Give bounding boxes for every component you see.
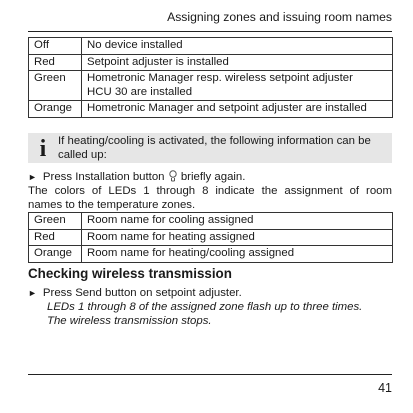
info-note-line: If heating/cooling is activated, the following information can be [58,135,371,147]
led-meaning-cell: Hometronic Manager and setpoint adjuster are installed [82,101,393,118]
led-meaning-cell: Setpoint adjuster is installed [82,54,393,71]
led-meaning-cell: Room name for heating assigned [82,229,393,246]
description-paragraph [28,184,392,212]
table-row [29,71,393,101]
section-heading: Checking wireless transmission [28,266,232,281]
header-rule [28,31,392,32]
table-row [29,38,393,55]
led-meaning-cell: No device installed [82,38,393,55]
table-row [29,213,393,230]
led-color-cell: Red [29,54,82,71]
step-text: Press Send button on setpoint adjuster. [42,287,242,299]
result-text [47,300,362,328]
table-row [29,54,393,71]
led-status-table [28,37,393,118]
page-number: 41 [378,381,392,395]
led-meaning-line: Hometronic Manager resp. wireless setpoint adjuster [87,72,353,84]
led-meaning-cell: Room name for heating/cooling assigned [82,246,393,263]
led-color-cell: Orange [29,246,82,263]
table-row [29,229,393,246]
info-note-text [58,133,371,162]
room-name-table [28,212,393,263]
running-header: Assigning zones and issuing room names [167,10,392,24]
led-meaning-cell: Room name for cooling assigned [82,213,393,230]
table-row [29,101,393,118]
footer-rule [28,374,392,375]
led-color-cell: Orange [29,101,82,118]
led-meaning-cell [82,71,393,101]
step-text: briefly again. [180,171,246,183]
description-line: The colors of LEDs 1 through 8 indicate the assignment of room [28,185,392,197]
led-color-cell: Off [29,38,82,55]
result-line: LEDs 1 through 8 of the assigned zone flash up to three times. [47,301,363,313]
info-note-line: called up: [58,148,107,161]
led-color-cell: Red [29,229,82,246]
info-note [28,133,392,163]
led-color-cell: Green [29,213,82,230]
instruction-step [28,286,392,300]
led-meaning-line: HCU 30 are installed [87,85,193,98]
led-color-cell: Green [29,71,82,101]
bullet-triangle-icon: ► [28,288,37,298]
step-text: Press Installation button [42,171,165,183]
table-row [29,246,393,263]
bullet-triangle-icon: ► [28,172,37,182]
info-icon: i [39,136,47,162]
result-line: The wireless transmission stops. [47,315,212,327]
description-line: names to the temperature zones. [28,199,196,211]
